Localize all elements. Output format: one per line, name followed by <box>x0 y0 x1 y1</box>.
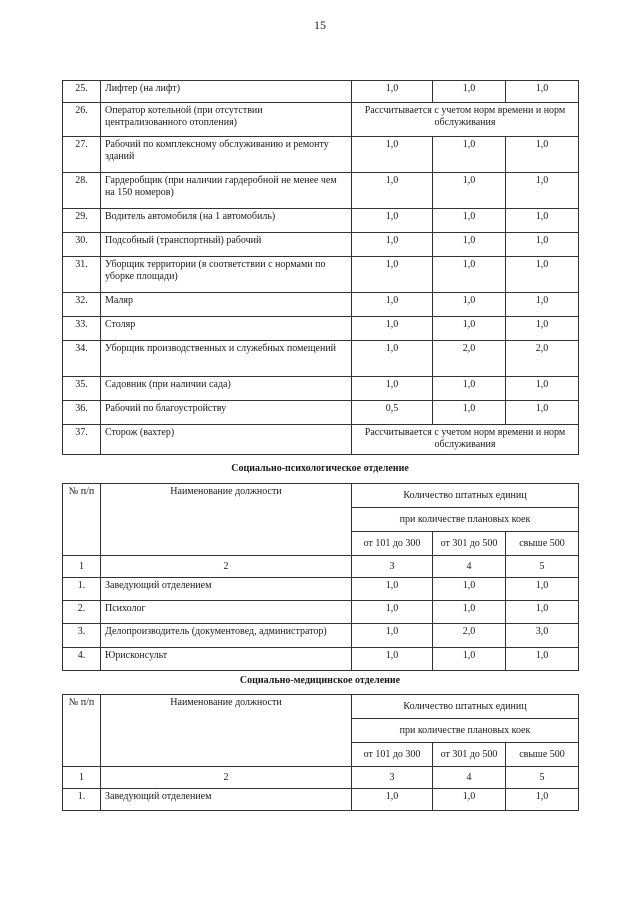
numbering-cell: 2 <box>101 767 352 789</box>
position-name: Психолог <box>101 601 352 624</box>
position-name: Садовник (при наличии сада) <box>101 377 352 401</box>
position-name: Рабочий по комплексному обслуживанию и ремонту зданий <box>101 137 352 173</box>
row-number: 1. <box>63 578 101 601</box>
row-number: 2. <box>63 601 101 624</box>
value-over-500: 1,0 <box>506 317 579 341</box>
value-101-300: 0,5 <box>352 401 433 425</box>
value-over-500: 1,0 <box>506 648 579 671</box>
header-c1: от 101 до 300 <box>352 532 433 556</box>
value-over-500: 1,0 <box>506 137 579 173</box>
numbering-cell: 4 <box>433 767 506 789</box>
staff-table-continued <box>62 80 579 455</box>
table-row <box>63 209 579 233</box>
value-301-500: 1,0 <box>433 377 506 401</box>
row-number: 30. <box>63 233 101 257</box>
table-row <box>63 624 579 648</box>
header-c3: свыше 500 <box>506 532 579 556</box>
value-301-500: 2,0 <box>433 624 506 648</box>
position-name: Лифтер (на лифт) <box>101 81 352 103</box>
table-row <box>63 293 579 317</box>
value-over-500: 1,0 <box>506 293 579 317</box>
table-row <box>63 173 579 209</box>
row-number: 36. <box>63 401 101 425</box>
table-row <box>63 317 579 341</box>
table-row <box>63 341 579 377</box>
row-number: 37. <box>63 425 101 455</box>
numbering-cell: 2 <box>101 556 352 578</box>
value-301-500: 1,0 <box>433 578 506 601</box>
value-101-300: 1,0 <box>352 81 433 103</box>
value-301-500: 1,0 <box>433 601 506 624</box>
value-101-300: 1,0 <box>352 578 433 601</box>
value-301-500: 1,0 <box>433 209 506 233</box>
value-over-500: 1,0 <box>506 401 579 425</box>
value-301-500: 1,0 <box>433 317 506 341</box>
value-over-500: 1,0 <box>506 257 579 293</box>
table-row <box>63 233 579 257</box>
value-over-500: 1,0 <box>506 233 579 257</box>
row-number: 32. <box>63 293 101 317</box>
value-over-500: 3,0 <box>506 624 579 648</box>
value-101-300: 1,0 <box>352 377 433 401</box>
value-101-300: 1,0 <box>352 341 433 377</box>
value-301-500: 1,0 <box>433 81 506 103</box>
value-over-500: 1,0 <box>506 578 579 601</box>
value-over-500: 1,0 <box>506 789 579 811</box>
value-301-500: 1,0 <box>433 401 506 425</box>
header-c3: свыше 500 <box>506 743 579 767</box>
value-101-300: 1,0 <box>352 137 433 173</box>
position-name: Заведующий отделением <box>101 578 352 601</box>
row-number: 4. <box>63 648 101 671</box>
numbering-cell: 3 <box>352 767 433 789</box>
table-row <box>63 601 579 624</box>
table-row <box>63 401 579 425</box>
page-number: 15 <box>314 18 326 32</box>
position-name: Подсобный (транспортный) рабочий <box>101 233 352 257</box>
staff-table-medical <box>62 694 579 811</box>
staff-table-psychological <box>62 483 579 671</box>
numbering-cell: 3 <box>352 556 433 578</box>
value-101-300: 1,0 <box>352 209 433 233</box>
header-c1: от 101 до 300 <box>352 743 433 767</box>
position-name: Маляр <box>101 293 352 317</box>
value-301-500: 1,0 <box>433 233 506 257</box>
header-name: Наименование должности <box>101 695 352 767</box>
calculation-note: Рассчитывается с учетом норм времени и норм обслуживания <box>352 103 579 137</box>
table-row <box>63 648 579 671</box>
value-over-500: 2,0 <box>506 341 579 377</box>
numbering-cell: 5 <box>506 556 579 578</box>
value-101-300: 1,0 <box>352 789 433 811</box>
row-number: 1. <box>63 789 101 811</box>
value-over-500: 1,0 <box>506 173 579 209</box>
header-num: № п/п <box>63 695 101 767</box>
value-101-300: 1,0 <box>352 317 433 341</box>
position-name: Рабочий по благоустройству <box>101 401 352 425</box>
value-over-500: 1,0 <box>506 601 579 624</box>
value-301-500: 1,0 <box>433 173 506 209</box>
numbering-cell: 5 <box>506 767 579 789</box>
value-301-500: 1,0 <box>433 137 506 173</box>
table-row <box>63 578 579 601</box>
header-sub: при количестве плановых коек <box>352 719 579 743</box>
table-row <box>63 377 579 401</box>
row-number: 31. <box>63 257 101 293</box>
value-301-500: 1,0 <box>433 293 506 317</box>
row-number: 27. <box>63 137 101 173</box>
header-sub: при количестве плановых коек <box>352 508 579 532</box>
position-name: Уборщик территории (в соответствии с нормами по уборке площади) <box>101 257 352 293</box>
value-101-300: 1,0 <box>352 293 433 317</box>
table-row <box>63 425 579 455</box>
position-name: Водитель автомобиля (на 1 автомобиль) <box>101 209 352 233</box>
value-301-500: 1,0 <box>433 648 506 671</box>
row-number: 35. <box>63 377 101 401</box>
section-title-medical: Социально-медицинское отделение <box>239 675 401 686</box>
numbering-cell: 4 <box>433 556 506 578</box>
numbering-cell: 1 <box>63 556 101 578</box>
table-row <box>63 81 579 103</box>
header-c2: от 301 до 500 <box>433 743 506 767</box>
value-101-300: 1,0 <box>352 233 433 257</box>
header-qty: Количество штатных единиц <box>352 695 579 719</box>
value-over-500: 1,0 <box>506 209 579 233</box>
value-over-500: 1,0 <box>506 81 579 103</box>
row-number: 25. <box>63 81 101 103</box>
position-name: Уборщик производственных и служебных помещений <box>101 341 352 377</box>
value-over-500: 1,0 <box>506 377 579 401</box>
table-row <box>63 137 579 173</box>
position-name: Юрисконсульт <box>101 648 352 671</box>
value-101-300: 1,0 <box>352 648 433 671</box>
header-num: № п/п <box>63 484 101 556</box>
position-name: Заведующий отделением <box>101 789 352 811</box>
table-row <box>63 257 579 293</box>
position-name: Оператор котельной (при отсутствии централизованного отопления) <box>101 103 352 137</box>
position-name: Делопроизводитель (документовед, администратор) <box>101 624 352 648</box>
value-301-500: 1,0 <box>433 257 506 293</box>
position-name: Гардеробщик (при наличии гардеробной не менее чем на 150 номеров) <box>101 173 352 209</box>
value-101-300: 1,0 <box>352 601 433 624</box>
value-301-500: 2,0 <box>433 341 506 377</box>
header-c2: от 301 до 500 <box>433 532 506 556</box>
table-row <box>63 103 579 137</box>
row-number: 28. <box>63 173 101 209</box>
position-name: Сторож (вахтер) <box>101 425 352 455</box>
row-number: 33. <box>63 317 101 341</box>
table-row <box>63 789 579 811</box>
row-number: 3. <box>63 624 101 648</box>
row-number: 29. <box>63 209 101 233</box>
value-301-500: 1,0 <box>433 789 506 811</box>
header-qty: Количество штатных единиц <box>352 484 579 508</box>
position-name: Столяр <box>101 317 352 341</box>
header-name: Наименование должности <box>101 484 352 556</box>
value-101-300: 1,0 <box>352 257 433 293</box>
value-101-300: 1,0 <box>352 624 433 648</box>
numbering-cell: 1 <box>63 767 101 789</box>
row-number: 34. <box>63 341 101 377</box>
calculation-note: Рассчитывается с учетом норм времени и норм обслуживания <box>352 425 579 455</box>
section-title-psychological: Социально-психологическое отделение <box>231 463 409 474</box>
row-number: 26. <box>63 103 101 137</box>
value-101-300: 1,0 <box>352 173 433 209</box>
